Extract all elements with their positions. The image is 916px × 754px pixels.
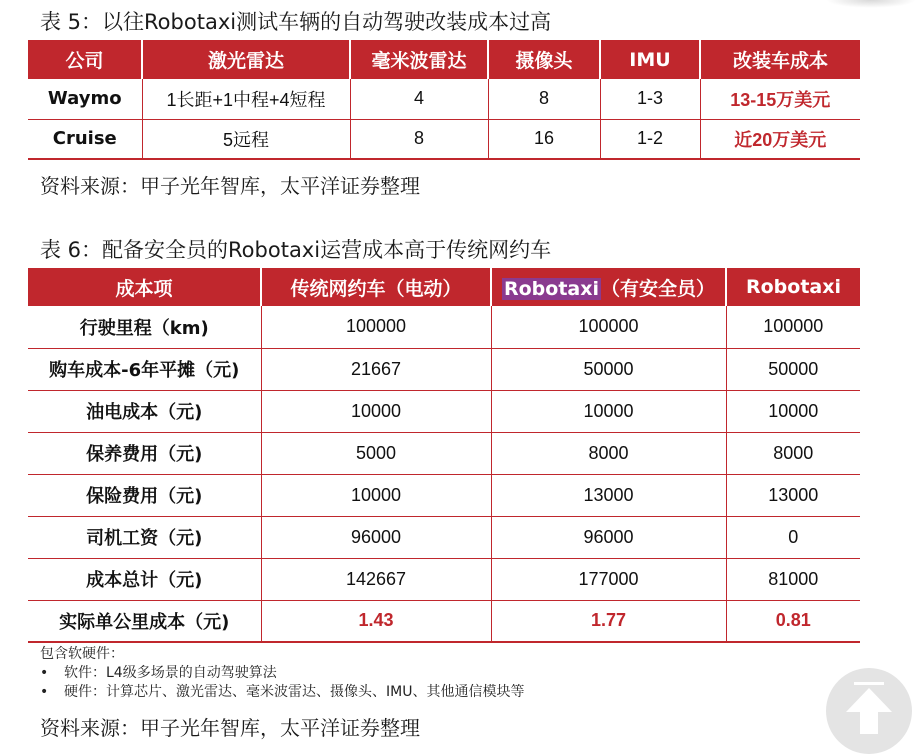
robotaxi-cell: 13000 [726,474,860,516]
traditional-cell: 1.43 [261,600,491,642]
traditional-cell: 100000 [261,306,491,348]
robotaxi-safety-cell: 100000 [491,306,726,348]
traditional-cell: 10000 [261,474,491,516]
table-row [28,558,860,600]
robotaxi-cell: 100000 [726,306,860,348]
table6-header-item: 成本项 [28,268,261,306]
company-cell: Waymo [28,79,142,119]
company-cell: Cruise [28,119,142,159]
robotaxi-cell: 81000 [726,558,860,600]
cost-item-cell: 油电成本（元) [28,390,261,432]
table6-header-traditional: 传统网约车（电动） [261,268,491,306]
table5-header-row [28,40,860,79]
table6 [28,268,860,643]
cost-item-cell: 保养费用（元) [28,432,261,474]
list-item [40,664,524,683]
robotaxi-safety-cell: 177000 [491,558,726,600]
cost-item-cell: 成本总计（元) [28,558,261,600]
table-row [28,306,860,348]
lidar-cell: 5远程 [142,119,350,159]
cost-cell: 13-15万美元 [700,79,860,119]
table5-header-imu: IMU [600,40,700,79]
table6-source: 资料来源：甲子光年智库，太平洋证券整理 [40,716,420,740]
table5-header-mmwave: 毫米波雷达 [350,40,488,79]
robotaxi-safety-cell: 8000 [491,432,726,474]
table5-source: 资料来源：甲子光年智库，太平洋证券整理 [40,174,420,198]
table-row [28,600,860,642]
mmwave-cell: 4 [350,79,488,119]
bullet-icon: • [40,684,49,700]
note-text: 软件：L4级多场景的自动驾驶算法 [64,665,277,681]
mmwave-cell: 8 [350,119,488,159]
robotaxi-safety-cell: 13000 [491,474,726,516]
camera-cell: 16 [488,119,600,159]
cost-item-cell: 购车成本-6年平摊（元) [28,348,261,390]
table-row [28,348,860,390]
table-row [28,474,860,516]
robotaxi-cell: 10000 [726,390,860,432]
imu-cell: 1-3 [600,79,700,119]
traditional-cell: 5000 [261,432,491,474]
table5-header-company: 公司 [28,40,142,79]
cost-item-cell: 保险费用（元) [28,474,261,516]
table5 [28,40,860,160]
robotaxi-cell: 0 [726,516,860,558]
table6-header-robotaxi: Robotaxi [726,268,860,306]
bullet-icon: • [40,665,49,681]
arrow-up-icon [840,682,898,740]
traditional-cell: 10000 [261,390,491,432]
scroll-to-top-button[interactable] [826,668,912,754]
list-item [40,683,524,702]
robotaxi-safety-cell: 10000 [491,390,726,432]
robotaxi-cell: 8000 [726,432,860,474]
imu-cell: 1-2 [600,119,700,159]
table6-header-row [28,268,860,306]
table6-caption: 表 6：配备安全员的Robotaxi运营成本高于传统网约车 [40,238,552,262]
header-suffix: （有安全员） [601,277,716,300]
lidar-cell: 1长距+1中程+4短程 [142,79,350,119]
table-row [28,390,860,432]
cost-item-cell: 司机工资（元) [28,516,261,558]
notes-title: 包含软硬件： [40,646,124,662]
robotaxi-cell: 0.81 [726,600,860,642]
table-row [28,119,860,159]
note-text: 硬件：计算芯片、激光雷达、毫米波雷达、摄像头、IMU、其他通信模块等 [64,684,525,700]
selected-text-highlight: Robotaxi [503,277,599,300]
robotaxi-safety-cell: 96000 [491,516,726,558]
table-row [28,79,860,119]
table6-notes [40,645,524,702]
traditional-cell: 142667 [261,558,491,600]
table5-header-lidar: 激光雷达 [142,40,350,79]
table5-header-cost: 改装车成本 [700,40,860,79]
traditional-cell: 96000 [261,516,491,558]
table5-header-camera: 摄像头 [488,40,600,79]
robotaxi-safety-cell: 1.77 [491,600,726,642]
cost-item-cell: 行驶里程（km) [28,306,261,348]
cost-cell: 近20万美元 [700,119,860,159]
robotaxi-cell: 50000 [726,348,860,390]
table-row [28,516,860,558]
table-row [28,432,860,474]
camera-cell: 8 [488,79,600,119]
table6-header-robotaxi-safety [491,268,726,306]
robotaxi-safety-cell: 50000 [491,348,726,390]
cost-item-cell: 实际单公里成本（元) [28,600,261,642]
table5-caption: 表 5：以往Robotaxi测试车辆的自动驾驶改装成本过高 [40,10,552,34]
traditional-cell: 21667 [261,348,491,390]
top-shadow [826,0,916,8]
